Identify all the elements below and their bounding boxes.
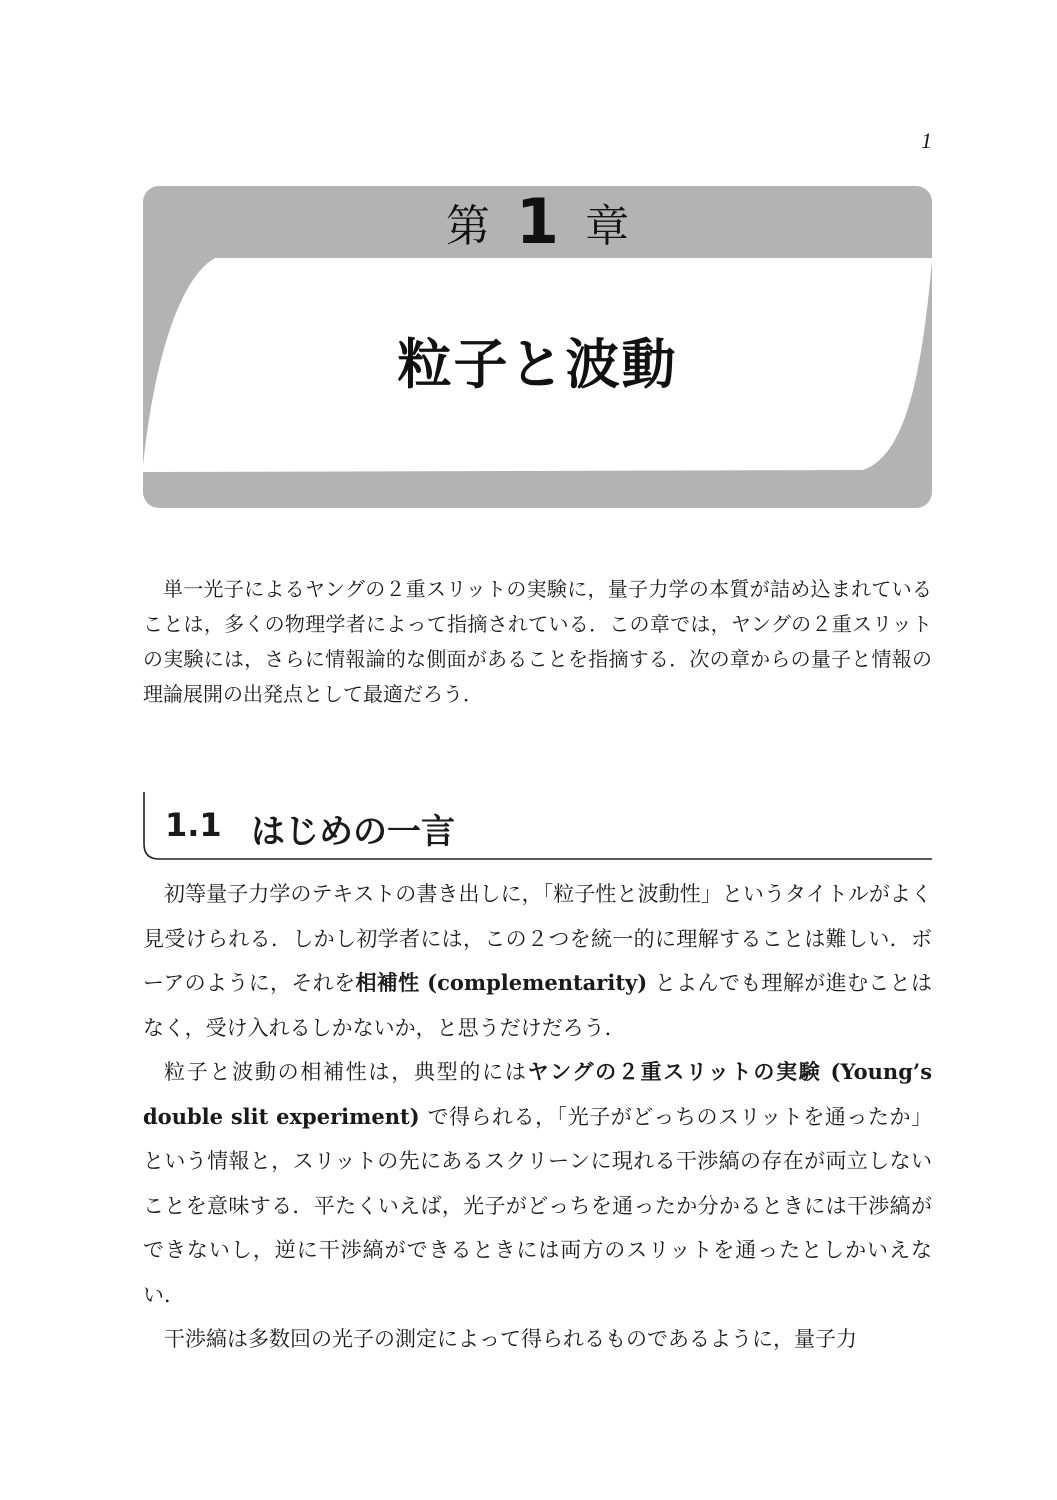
english-term: (complementarity): [419, 970, 655, 995]
intro-paragraph: 単一光子によるヤングの２重スリットの実験に，量子力学の本質が詰め込まれていることは，多くの物理学者によって指摘されている．この章では，ヤングの２重スリットの実験には，さらに情報論的な側面があることを指摘する．次の章からの量子と情報の理論展開の出発点として最適だろう．: [143, 577, 932, 706]
chapter-intro: [143, 572, 932, 712]
page-number: 1: [921, 128, 932, 153]
chapter-label-prefix: 第: [445, 201, 490, 252]
body-text: 初等量子力学のテキストの書き出しに，「粒子性と波動性」というタイトルがよく見受けられる．しかし初学者には，この２つを統一的に理解することは難しい．ボーアのように，それを: [143, 882, 932, 995]
chapter-header-box: [143, 186, 932, 508]
body-paragraph: [143, 1050, 932, 1317]
chapter-label-suffix: 章: [585, 201, 630, 252]
body-paragraph: 干渉縞は多数回の光子の測定によって得られるものであるように，量子力: [164, 1327, 857, 1351]
body-text: とよんでも理解が進むことはなく，受け入れるしかないか，と思うだけだろう．: [143, 971, 932, 1040]
body-text: 粒子と波動の相補性は，典型的には: [164, 1060, 528, 1084]
section-heading: [143, 792, 932, 860]
body-text: で得られる，「光子がどっちのスリットを通ったか」という情報と，スリットの先にあるスクリーンに現れる干渉縞の存在が両立しないことを意味する．平たくいえば，光子がどっちを通ったか分かるときには干渉縞ができないし，逆に干渉縞ができるときには両方のスリットを通ったとしかいえない．: [143, 1104, 932, 1307]
body-paragraph: [143, 872, 932, 1050]
chapter-title: 粒子と波動: [397, 333, 678, 396]
chapter-label: [143, 186, 932, 258]
keyword-complementarity: 相補性: [355, 971, 420, 995]
keyword-double-slit: ヤングの２重スリットの実験: [527, 1060, 822, 1084]
chapter-number: 1: [515, 185, 560, 258]
section-body: [143, 872, 932, 1362]
english-term: (Young’s double slit experiment): [143, 1059, 933, 1129]
section-number: 1.1: [165, 806, 222, 844]
section-title: はじめの一言: [251, 812, 455, 852]
